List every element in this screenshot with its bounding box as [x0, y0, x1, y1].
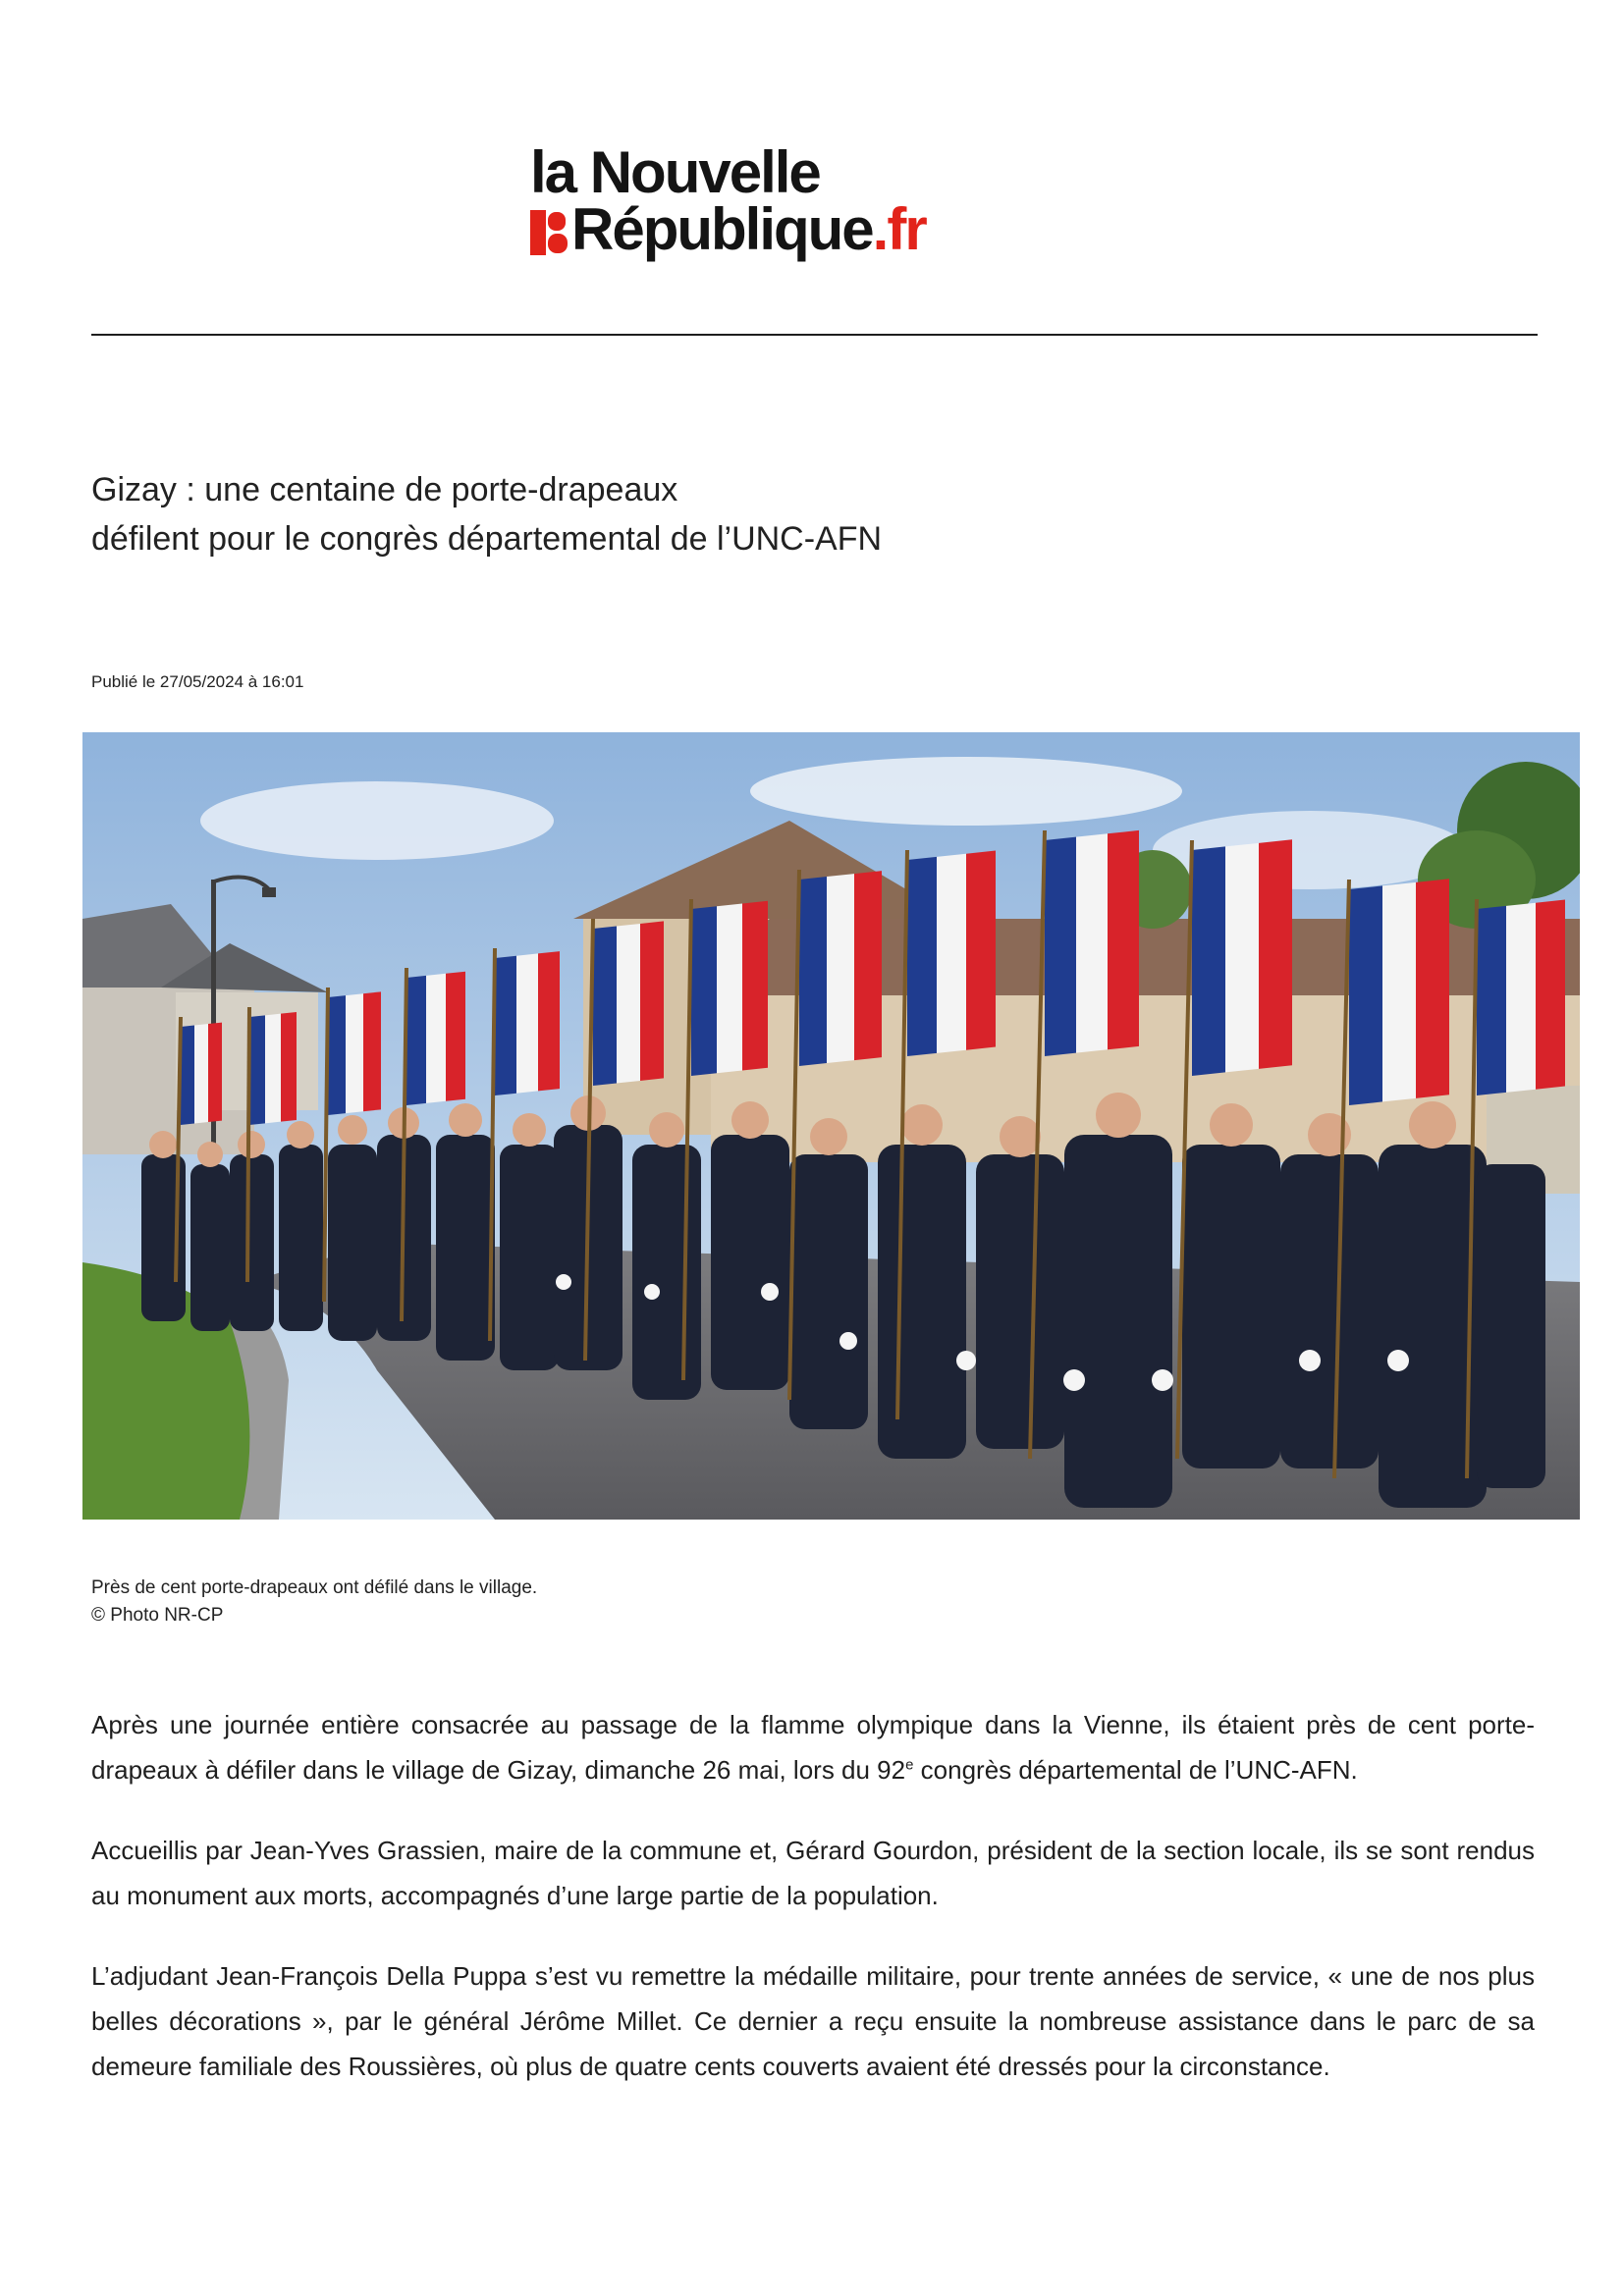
- photo-credit: © Photo NR-CP: [91, 1605, 224, 1626]
- logo-line-1: la Nouvelle: [530, 139, 820, 205]
- article-title-line-2: défilent pour le congrès départemental de l’UNC-AFN: [91, 520, 883, 558]
- publish-date: Publié le 27/05/2024 à 16:01: [91, 672, 304, 691]
- parade-photo-illustration: [82, 732, 1580, 1520]
- article-photo: [82, 732, 1580, 1520]
- logo-wordmark: République: [571, 196, 873, 262]
- caption-text: Près de cent porte-drapeaux ont défilé dans le village.: [91, 1577, 538, 1598]
- article-title-line-1: Gizay : une centaine de porte-drapeaux: [91, 471, 678, 508]
- logo-domain: .fr: [872, 196, 926, 262]
- header-divider: [91, 334, 1538, 336]
- photo-caption: [91, 1575, 537, 1629]
- paragraph-3: L’adjudant Jean-François Della Puppa s’est vu remettre la médaille militaire, pour trente années de service, « une de nos plus belles décorations », par le général Jérôme Millet. Ce dernier a reçu ensuite la nombreuse assistance dans le parc de sa demeure familiale des Roussières, où plus de quatre cents couverts avaient été dressés pour la circonstance.: [91, 1961, 1535, 2081]
- ordinal-suffix: e: [905, 1756, 914, 1774]
- paragraph-1-end: congrès départemental de l’UNC-AFN.: [913, 1755, 1358, 1785]
- logo-mark-icon: [530, 210, 568, 255]
- paragraph-1-text: Après une journée entière consacrée au passage de la flamme olympique dans la Vienne, ils étaient près de cent porte-drapeaux à défiler dans le village de Gizay, dimanche 26 mai, lors du 92: [91, 1710, 1535, 1785]
- article-title: [91, 465, 1466, 563]
- article-body: [91, 1702, 1535, 2124]
- newspaper-logo: [530, 139, 1001, 262]
- paragraph-2: Accueillis par Jean-Yves Grassien, maire de la commune et, Gérard Gourdon, président de la section locale, ils se sont rendus au monument aux morts, accompagnés d’une large partie de la population.: [91, 1836, 1535, 1910]
- paragraph-1: [91, 1702, 1535, 1792]
